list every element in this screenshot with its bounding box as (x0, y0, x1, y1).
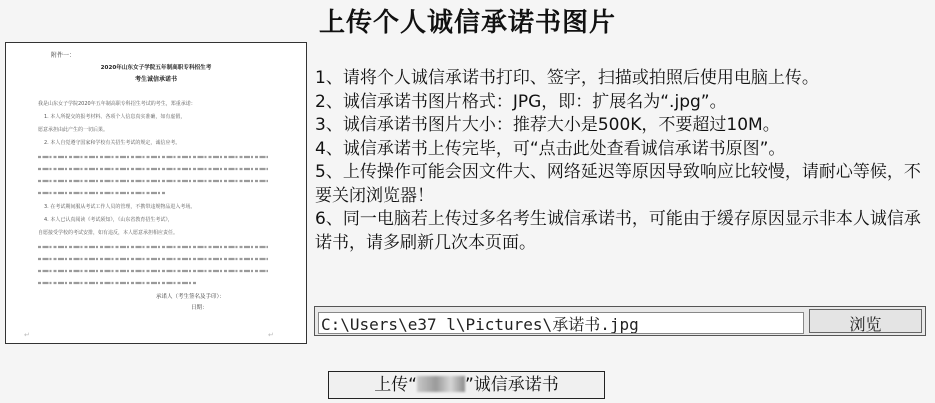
instruction-3: 3、诚信承诺书图片大小：推荐大小是500K，不要超过10M。 (315, 115, 780, 135)
redacted-name (417, 376, 465, 392)
upload-button-suffix: ”诚信承诺书 (465, 375, 559, 395)
file-path-input[interactable]: C:\Users\e37_l\Pictures\承诺书.jpg (318, 312, 804, 334)
doc-line: 愿意承担由此产生的一切后果。 (38, 127, 109, 133)
instruction-5: 5、上传操作可能会因文件大、网络延迟等原因导致响应比较慢，请耐心等候，不要关闭浏览器！ (315, 162, 921, 206)
commitment-letter-image (6, 43, 306, 343)
doc-signature: 承诺人（考生签名及手印）： (156, 294, 225, 300)
upload-instructions (315, 67, 925, 255)
doc-line: 4. 本人已认真阅读《考试须知》，《山东省教育招生考试》， (44, 217, 173, 223)
corner-mark-right: ↵ (268, 331, 274, 339)
doc-line: 自愿接受学校的考试安排，如有违反，本人愿意承担相应责任。 (38, 230, 179, 236)
doc-line: 3. 在考试期间服从考试工作人员的管理，不携带违规物品进入考场。 (44, 204, 196, 210)
commitment-letter-preview[interactable] (5, 42, 307, 344)
doc-line: 我是山东女子学院2020年五年制高职专科招生考试的考生，郑重承诺： (38, 101, 196, 107)
upload-button-prefix: 上传“ (374, 375, 417, 395)
instruction-6: 6、同一电脑若上传过多名考生诚信承诺书，可能由于缓存原因显示非本人诚信承诺书，请多刷新几次本页面。 (315, 209, 921, 253)
upload-commitment-button[interactable] (328, 371, 605, 399)
doc-header: 附件一： (51, 52, 76, 59)
doc-title-2: 考生诚信承诺书 (134, 76, 178, 83)
browse-button[interactable]: 浏览 (809, 309, 922, 333)
doc-date: 日期： (191, 305, 208, 311)
doc-title-1: 2020年山东女子学院五年制高职专科招生考 (100, 65, 212, 71)
corner-mark-left: ↵ (24, 331, 30, 339)
instruction-2: 2、诚信承诺书图片格式：JPG，即：扩展名为“.jpg”。 (315, 91, 727, 112)
instruction-4: 4、诚信承诺书上传完毕，可“点击此处查看诚信承诺书原图”。 (315, 138, 786, 159)
page-title: 上传个人诚信承诺书图片 (318, 8, 616, 38)
doc-line: 1. 本人所提交的报考材料、各项个人信息真实准确，如有虚假， (44, 114, 186, 120)
doc-line: 2. 本人自觉遵守国家和学校有关招生考试的规定，诚信应考。 (44, 140, 181, 146)
instruction-1: 1、请将个人诚信承诺书打印、签字，扫描或拍照后使用电脑上传。 (315, 68, 819, 88)
file-upload-control (314, 306, 926, 336)
